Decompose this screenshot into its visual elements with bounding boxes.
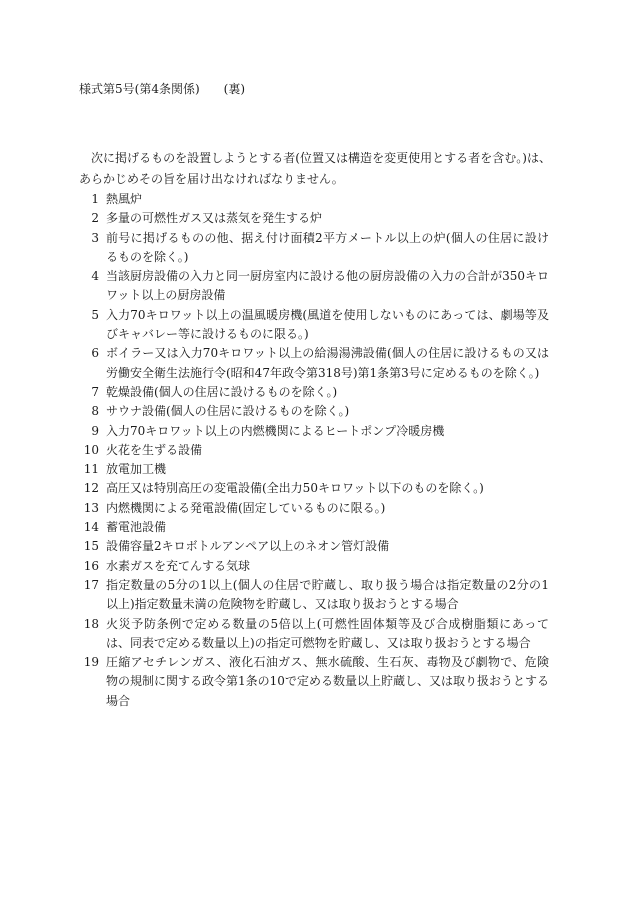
item-number: 15: [83, 539, 99, 554]
list-item: [79, 267, 549, 306]
list-item: [79, 576, 549, 615]
item-text: 熱風炉: [106, 192, 143, 206]
item-text: 入力70キロワット以上の内燃機関によるヒートポンプ冷暖房機: [106, 423, 445, 438]
list-item: [79, 460, 549, 479]
item-text: 蓄電池設備: [106, 520, 167, 535]
item-number: 8: [91, 404, 99, 419]
intro-paragraph: 次に掲げるものを設置しようとする者(位置又は構造を変更使用とする者を含む。)は、あらかじめその旨を届け出なければなりません。: [79, 151, 551, 186]
list-item: [79, 344, 549, 383]
item-number: 9: [91, 423, 99, 438]
list-item: [79, 229, 549, 268]
item-number: 6: [91, 346, 99, 361]
item-list: [79, 190, 549, 711]
list-item: [79, 383, 549, 402]
list-item: [79, 615, 549, 654]
item-text: 内燃機関による発電設備(固定しているものに限る。): [106, 500, 386, 515]
list-item: [79, 209, 549, 228]
item-number: 17: [83, 577, 99, 592]
item-number: 1: [91, 192, 99, 206]
item-text: 高圧又は特別高圧の変電設備(全出力50キロワット以下のものを除く。): [106, 481, 484, 496]
item-text: 設備容量2キロボトルアンペア以上のネオン管灯設備: [106, 539, 390, 554]
list-item: [79, 537, 549, 556]
item-number: 11: [83, 462, 99, 477]
list-item: [79, 441, 549, 460]
item-text: 火災予防条例で定める数量の5倍以上(可燃性固体類等及び合成樹脂類にあっては、同表で定める数量以上)の指定可燃物を貯蔵し、又は取り扱おうとする場合: [106, 616, 549, 650]
list-item: [79, 306, 549, 345]
item-text: 当該厨房設備の入力と同一厨房室内に設ける他の厨房設備の入力の合計が350キロワット以上の厨房設備: [106, 269, 549, 303]
item-number: 4: [91, 269, 99, 284]
list-item: [79, 518, 549, 537]
item-text: ボイラー又は入力70キロワット以上の給湯湯沸設備(個人の住居に設けるもの又は労働安全衛生法施行令(昭和47年政令第318号)第1条第3号に定めるものを除く。): [106, 346, 549, 380]
item-text: 圧縮アセチレンガス、液化石油ガス、無水硫酸、生石灰、毒物及び劇物で、危険物の規制に関する政令第1条の10で定める数量以上貯蔵し、又は取り扱おうとする場合: [106, 655, 549, 708]
item-text: 放電加工機: [106, 462, 167, 477]
item-number: 5: [91, 307, 99, 322]
item-number: 12: [83, 481, 99, 496]
item-text: 多量の可燃性ガス又は蒸気を発生する炉: [106, 211, 323, 226]
list-item: [79, 402, 549, 421]
item-number: 14: [83, 520, 99, 535]
item-number: 3: [91, 230, 99, 245]
item-number: 7: [91, 384, 99, 399]
form-title: 様式第5号(第4条関係) (裏): [79, 82, 245, 96]
item-number: 2: [91, 211, 99, 226]
list-item: [79, 190, 549, 209]
list-item: [79, 479, 549, 498]
item-text: 前号に掲げるものの他、据え付け面積2平方メートル以上の炉(個人の住居に設けるものを除く。): [106, 230, 549, 264]
item-text: 乾燥設備(個人の住居に設けるものを除く。): [106, 384, 338, 399]
list-item: [79, 557, 549, 576]
item-number: 16: [83, 558, 99, 573]
list-item: [79, 499, 549, 518]
item-number: 18: [83, 616, 99, 631]
item-text: 入力70キロワット以上の温風暖房機(風道を使用しないものにあっては、劇場等及びキャバレー等に設けるものに限る。): [106, 307, 549, 342]
list-item: [79, 422, 549, 441]
list-item: [79, 653, 549, 711]
item-text: サウナ設備(個人の住居に設けるものを除く。): [106, 404, 350, 419]
item-text: 水素ガスを充てんする気球: [106, 558, 251, 573]
item-text: 指定数量の5分の1以上(個人の住居で貯蔵し、取り扱う場合は指定数量の2分の1以上)指定数量未満の危険物を貯蔵し、又は取り扱おうとする場合: [106, 577, 549, 612]
item-number: 19: [83, 655, 99, 670]
item-text: 火花を生ずる設備: [106, 442, 203, 457]
item-number: 10: [83, 442, 99, 457]
item-number: 13: [83, 500, 99, 515]
